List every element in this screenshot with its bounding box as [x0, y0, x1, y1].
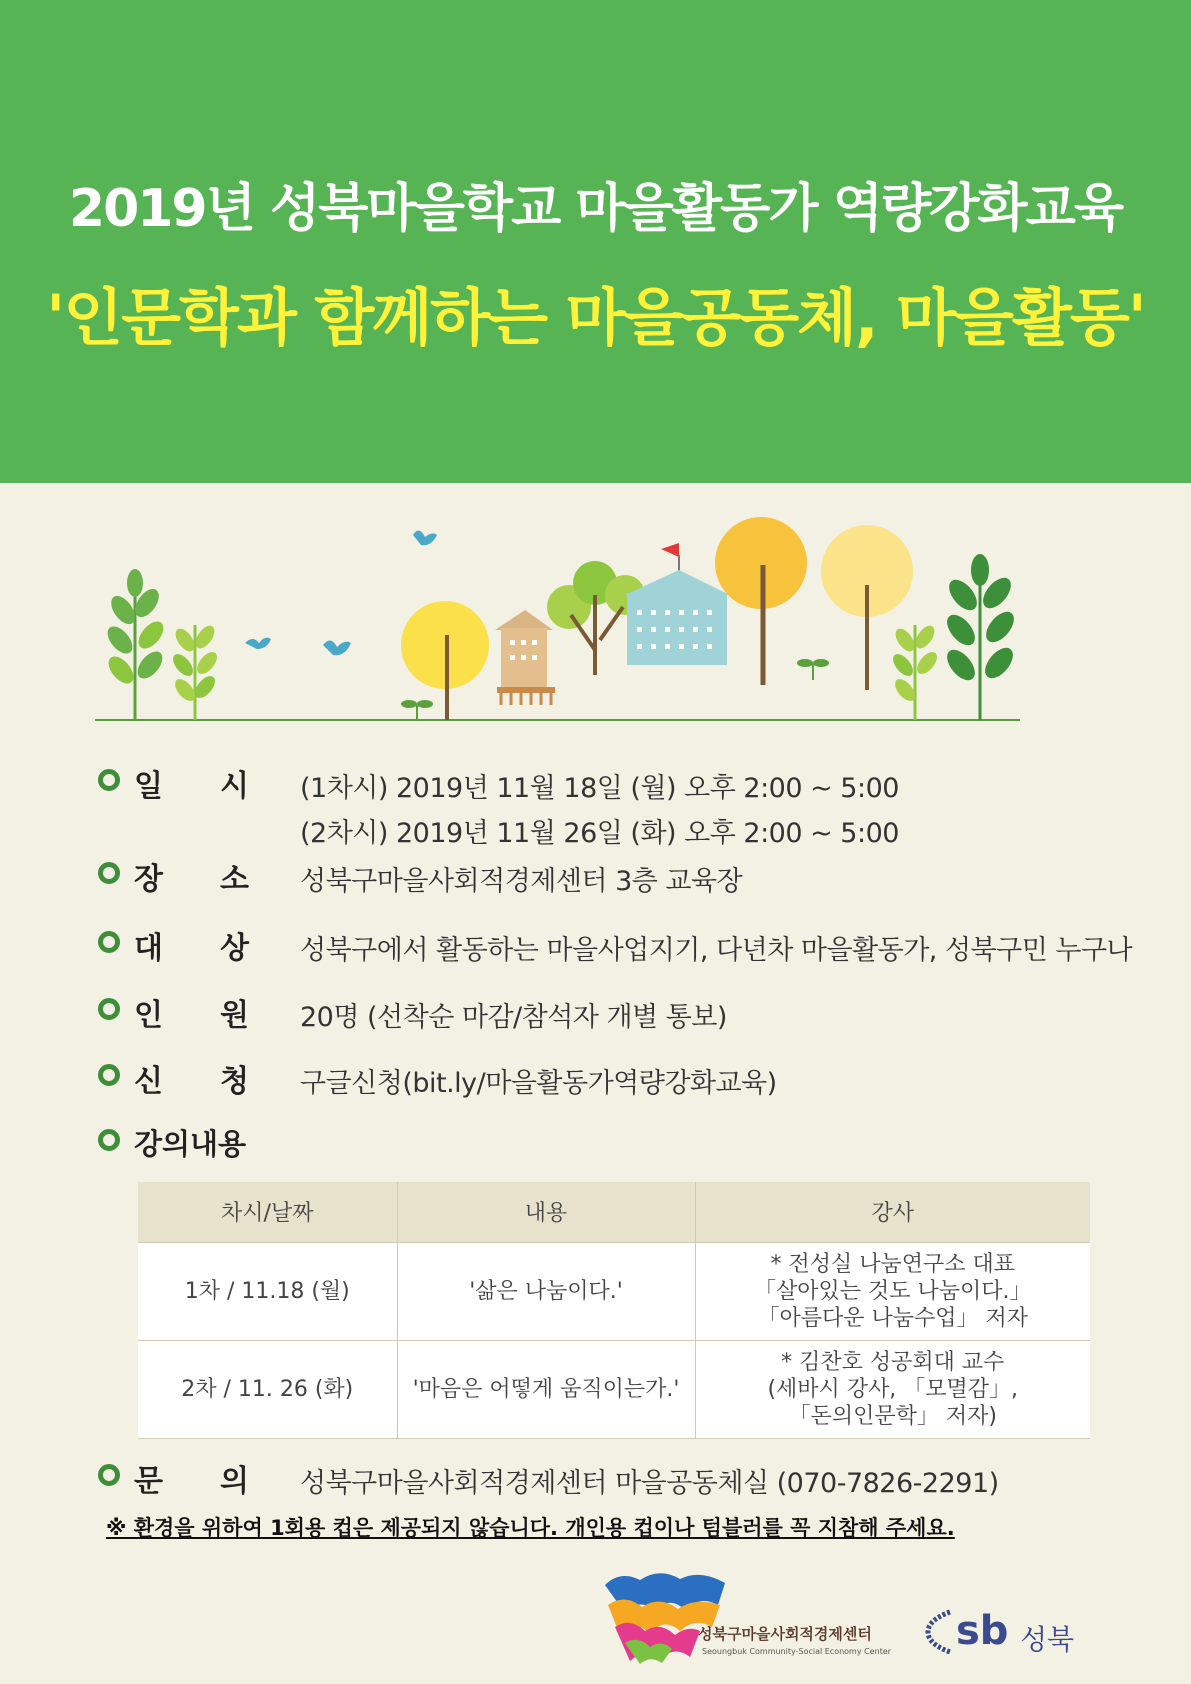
bullet-icon	[98, 862, 120, 884]
info-value: 20명 (선착순 마감/참석자 개별 통보)	[300, 1002, 727, 1033]
page-subtitle: '인문학과 함께하는 마을공동체, 마을활동'	[46, 281, 1145, 354]
info-row-lecture	[98, 1120, 1098, 1160]
seongbuk-logo-text: sb	[956, 1608, 1009, 1654]
instructor-line: 「돈의인문학」 저자)	[788, 1403, 997, 1429]
info-row-target	[98, 922, 1133, 966]
seongbuk-logo-kr: 성북	[1020, 1623, 1075, 1656]
session-cell: 1차 / 11.18 (월)	[138, 1242, 397, 1340]
table-row	[138, 1340, 1090, 1438]
seongbuk-logo	[922, 1608, 1082, 1658]
info-label: 일	[134, 769, 163, 804]
info-label: 시	[220, 769, 249, 804]
info-value: 성북구마을사회적경제센터 마을공동체실 (070-7826-2291)	[300, 1468, 999, 1499]
session-cell: 2차 / 11. 26 (화)	[138, 1340, 397, 1438]
info-label: 대	[134, 931, 163, 966]
info-row-apply	[98, 1055, 1098, 1099]
school-building-icon	[625, 543, 730, 665]
info-label: 소	[220, 862, 249, 897]
bullet-icon	[98, 769, 120, 791]
bullet-icon	[98, 1064, 120, 1086]
small-plant-icon	[889, 622, 940, 720]
instructor-cell	[695, 1242, 1090, 1340]
right-plant-icon	[942, 554, 1019, 720]
content-cell: '마음은 어떻게 움직이는가.'	[397, 1340, 695, 1438]
center-logo-text: 성북구마을사회적경제센터	[698, 1625, 872, 1643]
header-banner	[0, 0, 1191, 483]
left-plant-icon	[103, 569, 168, 720]
instructor-line: * 김찬호 성공회대 교수	[781, 1349, 1005, 1375]
column-header: 강사	[695, 1182, 1090, 1242]
table-header-row	[138, 1182, 1090, 1242]
info-value: (2차시) 2019년 11월 26일 (화) 오후 2:00 ~ 5:00	[300, 818, 899, 849]
info-label: 청	[220, 1064, 249, 1099]
bullet-icon	[98, 1129, 120, 1151]
bullet-icon	[98, 998, 120, 1020]
instructor-line: (세바시 강사, 「모멸감」,	[767, 1376, 1019, 1402]
instructor-line: * 전성실 나눔연구소 대표	[770, 1251, 1015, 1277]
small-house-icon	[495, 610, 555, 705]
info-row-contact	[98, 1455, 1098, 1499]
seongbuk-logo-mark-icon	[922, 1608, 954, 1656]
info-value: 성북구마을사회적경제센터 3층 교육장	[300, 866, 743, 897]
info-label: 의	[220, 1464, 249, 1499]
info-row-place	[98, 853, 1098, 897]
notice-text: ※ 환경을 위하여 1회용 컵은 제공되지 않습니다. 개인용 컵이나 텀블러를 꼭 지참해 주세요.	[106, 1516, 955, 1540]
center-logo	[600, 1565, 900, 1665]
info-label: 원	[220, 998, 249, 1033]
info-value: (1차시) 2019년 11월 18일 (월) 오후 2:00 ~ 5:00	[300, 773, 899, 804]
small-plant-icon	[169, 622, 220, 720]
page-title: 2019년 성북마을학교 마을활동가 역량강화교육	[68, 179, 1123, 239]
instructor-line: 「아름다운 나눔수업」 저자	[757, 1305, 1028, 1331]
lecture-table	[138, 1182, 1090, 1439]
info-label: 장	[134, 862, 163, 897]
info-label: 문	[134, 1464, 163, 1499]
bullet-icon	[98, 931, 120, 953]
column-header: 차시/날짜	[138, 1182, 397, 1242]
info-row-date-2	[98, 805, 1098, 849]
info-label: 인	[134, 998, 163, 1033]
center-logo-subtext: Seoungbuk Community-Social Economy Center	[702, 1647, 892, 1656]
sprout-icon	[401, 700, 433, 720]
bird-icon	[413, 530, 437, 545]
info-row-date	[98, 760, 1098, 804]
bird-icon	[323, 640, 351, 655]
info-row-capacity	[98, 989, 1098, 1033]
content-cell: '삶은 나눔이다.'	[397, 1242, 695, 1340]
info-label: 신	[134, 1064, 163, 1099]
village-illustration	[95, 515, 1095, 725]
sprout-icon	[797, 659, 829, 680]
info-label: 상	[220, 931, 249, 966]
section-title: 강의내용	[134, 1127, 247, 1161]
orange-tree-icon	[715, 517, 807, 685]
info-value: 성북구에서 활동하는 마을사업지기, 다년차 마을활동가, 성북구민 누구나	[300, 935, 1133, 966]
instructor-line: 「살아있는 것도 나눔이다.」	[753, 1278, 1032, 1304]
bullet-icon	[98, 1464, 120, 1486]
column-header: 내용	[397, 1182, 695, 1242]
table-row	[138, 1242, 1090, 1340]
instructor-cell	[695, 1340, 1090, 1438]
apply-link-text: 구글신청(bit.ly/마을활동가역량강화교육)	[300, 1068, 777, 1099]
bird-icon	[245, 638, 271, 649]
